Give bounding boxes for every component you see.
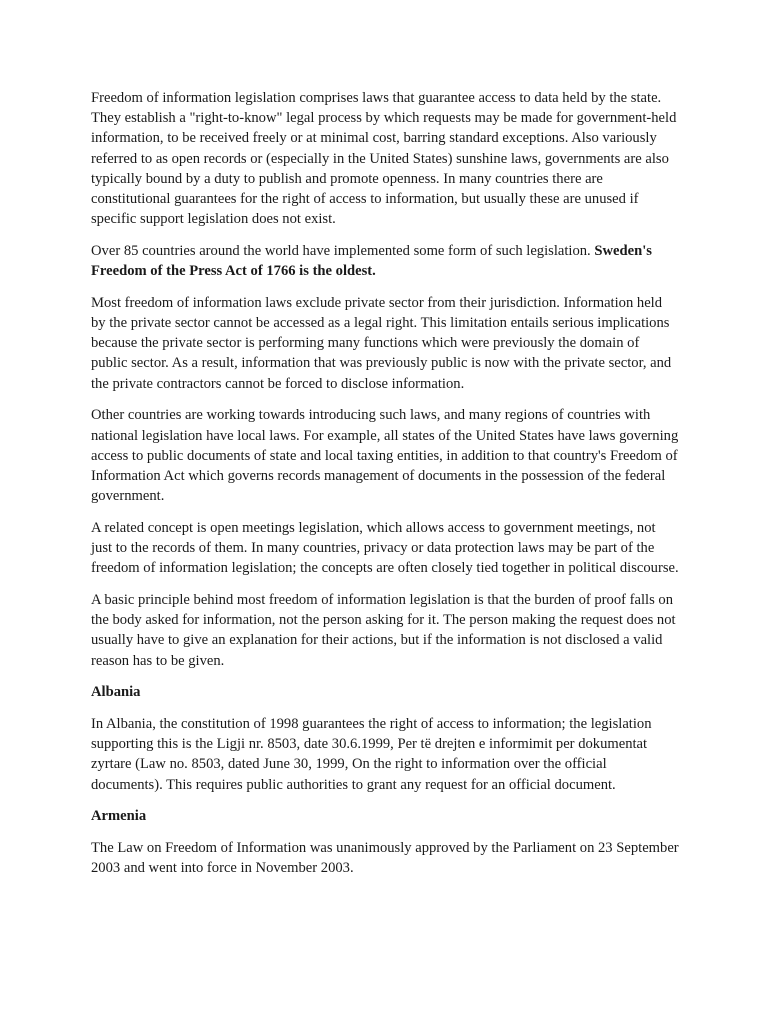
paragraph-armenia: The Law on Freedom of Information was unanimously approved by the Parliament on 23 September 2003 and went into force in November 2003. xyxy=(91,840,679,877)
paragraph-countries-bold-text: Sweden's Freedom of the Press Act of 1766 is the oldest. xyxy=(91,242,652,280)
paragraph-private-sector: Most freedom of information laws exclude private sector from their jurisdiction. Information held by the private sector cannot be accessed as a legal right. This limitation entails serious implications because the private sector is performing many functions which were previously the domain of public sector. As a result, information that was previously public is now with the private sector, and the private contractors cannot be forced to disclose information. xyxy=(91,294,672,392)
heading-albania: Albania xyxy=(91,684,141,701)
paragraph-countries xyxy=(91,241,679,281)
document-page xyxy=(91,88,679,890)
heading-armenia: Armenia xyxy=(91,808,147,825)
paragraph-albania: In Albania, the constitution of 1998 guarantees the right of access to information; the legislation supporting this is the Ligji nr. 8503, date 30.6.1999, Per të drejten e informimit per dokumentat zyrtare (Law no. 8503, dated June 30, 1999, On the right to information over the official documents). This requires public authorities to grant any request for an official document. xyxy=(91,715,652,793)
paragraph-local-laws: Other countries are working towards introducing such laws, and many regions of countries with national legislation have local laws. For example, all states of the United States have laws governing access to public documents of state and local taxing entities, in addition to that country's Freedom of Information Act which governs records management of documents in the possession of the federal government. xyxy=(91,407,679,505)
paragraph-intro: Freedom of information legislation comprises laws that guarantee access to data held by the state. They establish a "right-to-know" legal process by which requests may be made for government-held information, to be received freely or at minimal cost, barring standard exceptions. Also variously referred to as open records or (especially in the United States) sunshine laws, governments are also typically bound by a duty to publish and promote openness. In many countries there are constitutional guarantees for the right of access to information, but usually these are unused if specific support legislation does not exist. xyxy=(91,90,677,228)
paragraph-countries-text: Over 85 countries around the world have implemented some form of such legislation. xyxy=(91,242,595,259)
paragraph-open-meetings: A related concept is open meetings legislation, which allows access to government meetings, not just to the records of them. In many countries, privacy or data protection laws may be part of the freedom of information legislation; the concepts are often closely tied together in political discourse. xyxy=(91,519,679,577)
paragraph-burden-of-proof: A basic principle behind most freedom of information legislation is that the burden of proof falls on the body asked for information, not the person asking for it. The person making the request does not usually have to give an explanation for their actions, but if the information is not disclosed a valid reason has to be given. xyxy=(91,591,676,669)
